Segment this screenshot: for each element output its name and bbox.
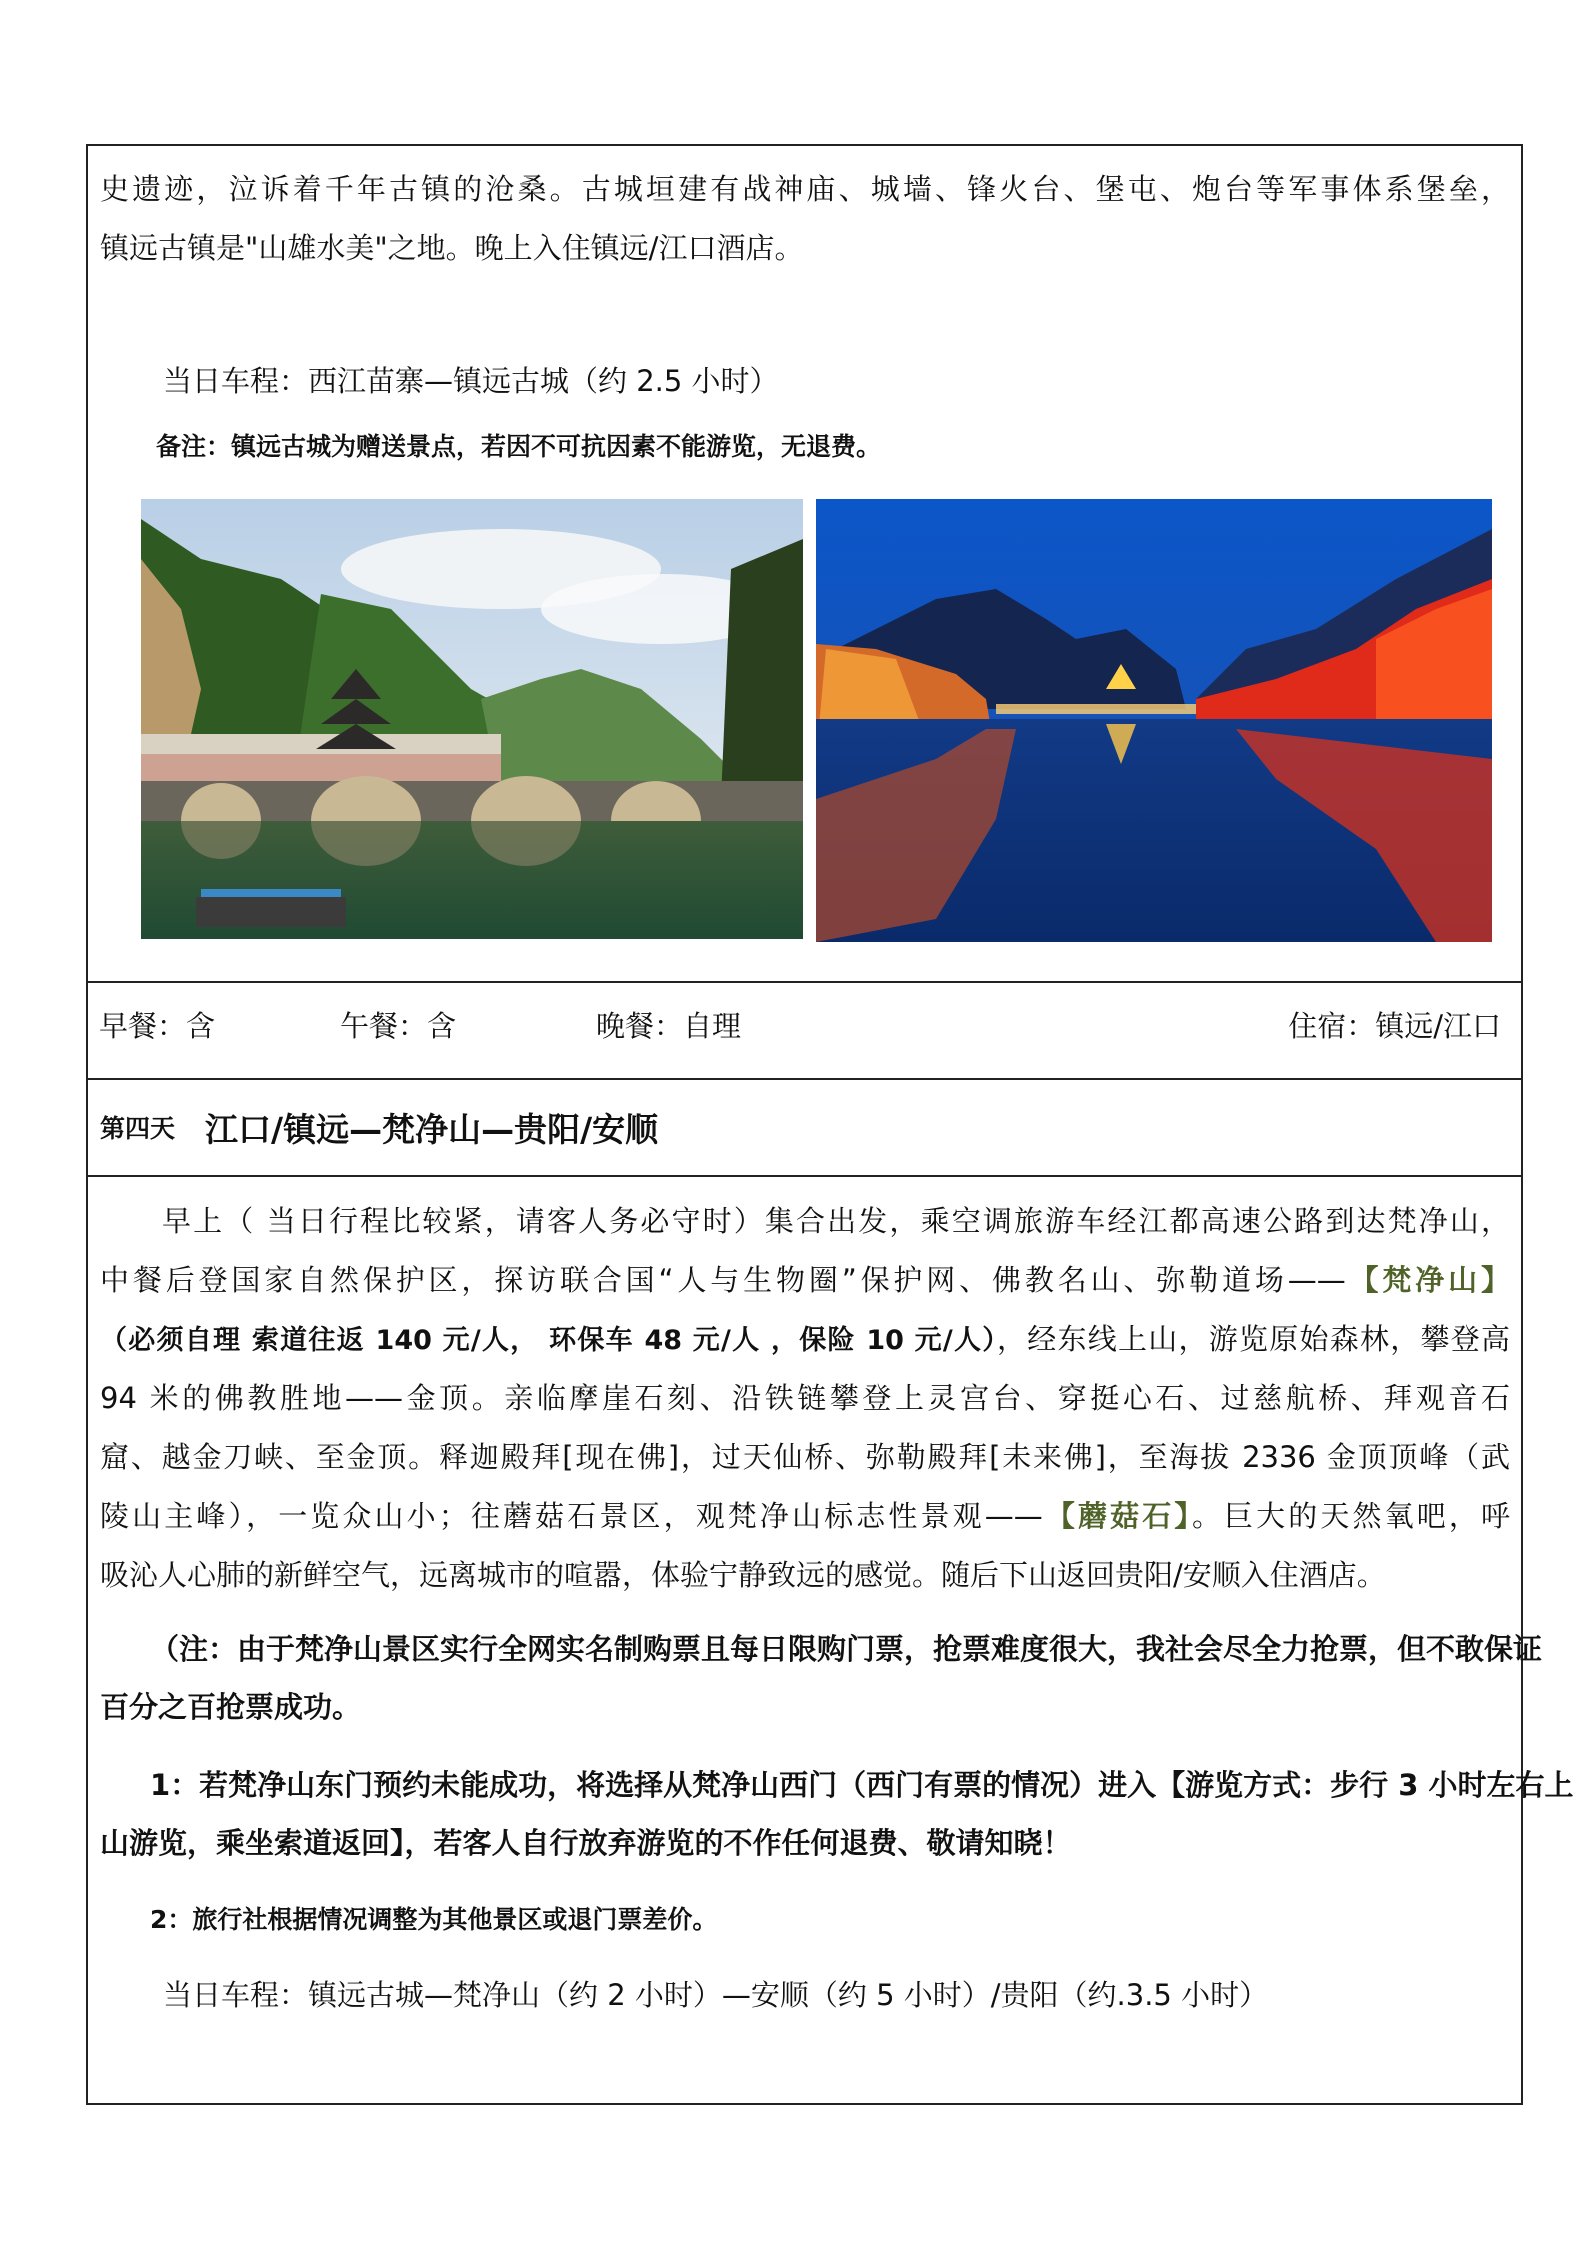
self-pay-fees: （必须自理 索道往返 140 元/人， 环保车 48 元/人 ，保险 10 元/人） xyxy=(100,1325,997,1356)
day-number-label: 第四天 xyxy=(100,1114,176,1143)
zhenyuan-night-river-photo xyxy=(816,499,1492,942)
day4-header xyxy=(100,1092,658,1162)
meal-breakfast: 早餐：含 xyxy=(99,1009,216,1043)
day4-line-3 xyxy=(100,1310,1510,1369)
night-landscape-image xyxy=(816,499,1492,942)
zhenyuan-day-bridge-photo xyxy=(141,499,803,939)
accommodation: 住宿：镇远/江口 xyxy=(1288,1009,1501,1043)
day4-line-3-text: ，经东线上山，游览原始森林，攀登高 xyxy=(996,1322,1510,1356)
day3-line-1: 史遗迹，泣诉着千年古镇的沧桑。古城垣建有战神庙、城墙、锋火台、堡屯、炮台等军事体系堡垒， xyxy=(100,172,1510,206)
day4-line-4: 94 米的佛教胜地——金顶。亲临摩崖石刻、沿铁链攀登上灵宫台、穿挺心石、过慈航桥、拜观音石 xyxy=(100,1381,1510,1415)
day4-description xyxy=(100,1192,1510,1605)
row-divider xyxy=(88,1175,1521,1177)
fanjingshan-highlight: 【梵净山】 xyxy=(1345,1263,1510,1297)
notice-option-1 xyxy=(100,1756,1574,1872)
day4-line-2-text: 中餐后登国家自然保护区，探访联合国“人与生物圈”保护网、佛教名山、弥勒道场—— xyxy=(100,1263,1346,1297)
day4-line-1: 早上（ 当日行程比较紧，请客人务必守时）集合出发，乘空调旅游车经江都高速公路到达梵净山， xyxy=(162,1204,1510,1238)
day3-note: 备注：镇远古城为赠送景点，若因不可抗因素不能游览，无退费。 xyxy=(156,432,882,461)
ticket-notice xyxy=(100,1620,1543,1736)
day3-line-2: 镇远古镇是"山雄水美"之地。晚上入住镇远/江口酒店。 xyxy=(100,231,804,265)
row-divider xyxy=(88,981,1521,983)
day-route-title: 江口/镇远—梵净山—贵阳/安顺 xyxy=(205,1109,659,1149)
day4-line-6 xyxy=(100,1487,1510,1546)
day4-line-6-tail: 。巨大的天然氧吧，呼 xyxy=(1191,1499,1510,1533)
itinerary-table xyxy=(86,144,1574,2105)
notice-option-2: 2：旅行社根据情况调整为其他景区或退门票差价。 xyxy=(150,1905,718,1934)
option-1-line-1: 1：若梵净山东门预约未能成功，将选择从梵净山西门（西门有票的情况）进入【游览方式：步行 3 小时左右上 xyxy=(150,1768,1574,1802)
day-landscape-image xyxy=(141,499,803,939)
row-divider xyxy=(88,1078,1521,1080)
day3-drive-time: 当日车程：西江苗寨—镇远古城（约 2.5 小时） xyxy=(163,364,779,398)
day3-description xyxy=(100,160,1510,278)
day4-line-2 xyxy=(100,1251,1510,1310)
mushroom-rock-highlight: 【蘑菇石】 xyxy=(1042,1499,1192,1533)
notice-line-1: （注：由于梵净山景区实行全网实名制购票且每日限购门票，抢票难度很大，我社会尽全力抢票，但不敢保证 xyxy=(150,1632,1543,1666)
meal-lunch: 午餐：含 xyxy=(340,1009,457,1043)
notice-line-2: 百分之百抢票成功。 xyxy=(100,1690,362,1724)
meal-dinner: 晚餐：自理 xyxy=(596,1009,742,1043)
day4-line-5: 窟、越金刀峡、至金顶。释迦殿拜[现在佛]，过天仙桥、弥勒殿拜[未来佛]，至海拔 2336 金顶顶峰（武 xyxy=(100,1440,1510,1474)
option-1-line-2: 山游览，乘坐索道返回】，若客人自行放弃游览的不作任何退费、敬请知晓！ xyxy=(100,1826,1072,1860)
day4-drive-time: 当日车程：镇远古城—梵净山（约 2 小时）—安顺（约 5 小时）/贵阳（约.3.5 小时） xyxy=(163,1978,1269,2012)
day4-line-7: 吸沁人心肺的新鲜空气，远离城市的喧嚣，体验宁静致远的感觉。随后下山返回贵阳/安顺入住酒店。 xyxy=(100,1558,1386,1592)
day4-line-6-text: 陵山主峰），一览众山小；往蘑菇石景区，观梵净山标志性景观—— xyxy=(100,1499,1043,1533)
